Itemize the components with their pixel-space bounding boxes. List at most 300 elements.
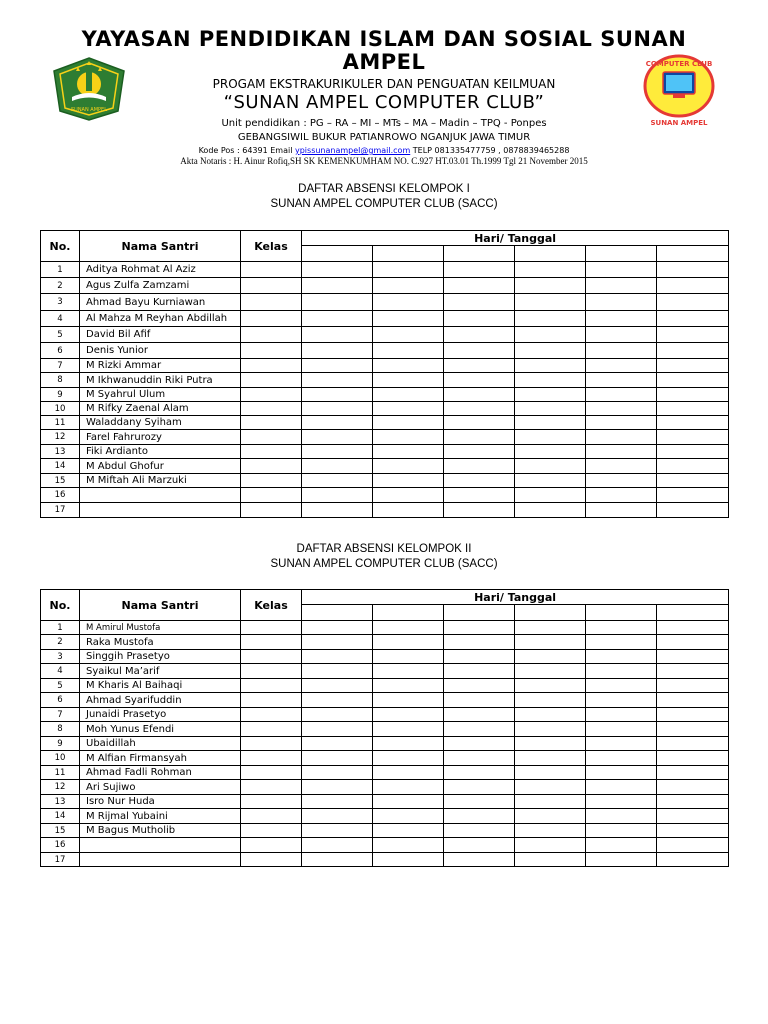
student-name: David Bil Afif	[80, 327, 241, 343]
attendance-cell	[302, 459, 373, 474]
attendance-cell	[515, 311, 586, 327]
row-number: 4	[41, 311, 80, 327]
attendance-cell	[515, 766, 586, 780]
foundation-logo	[52, 57, 126, 121]
attendance-cell	[586, 388, 657, 402]
attendance-cell	[444, 737, 515, 751]
attendance-cell	[302, 780, 373, 795]
table-row	[41, 795, 729, 809]
attendance-cell	[586, 327, 657, 343]
attendance-cell	[586, 693, 657, 708]
student-name: Ahmad Fadli Rohman	[80, 766, 241, 780]
kelas-cell	[241, 402, 302, 416]
row-number: 15	[41, 474, 80, 488]
attendance-cell	[444, 388, 515, 402]
attendance-cell	[302, 766, 373, 780]
attendance-cell	[657, 402, 729, 416]
group-1-title: DAFTAR ABSENSI KELOMPOK I	[298, 183, 470, 195]
row-number: 7	[41, 359, 80, 373]
attendance-cell	[657, 373, 729, 388]
attendance-cell	[657, 311, 729, 327]
date-cell	[373, 605, 444, 621]
table-row	[41, 388, 729, 402]
student-name: Aditya Rohmat Al Aziz	[80, 262, 241, 278]
email-link[interactable]: ypissunanampel@gmail.com	[294, 146, 411, 155]
row-number: 11	[41, 766, 80, 780]
attendance-cell	[373, 621, 444, 635]
attendance-cell	[586, 488, 657, 503]
attendance-cell	[373, 503, 444, 518]
attendance-cell	[444, 430, 515, 445]
attendance-cell	[444, 766, 515, 780]
row-number: 10	[41, 402, 80, 416]
attendance-cell	[444, 445, 515, 459]
attendance-cell	[586, 838, 657, 853]
attendance-cell	[586, 737, 657, 751]
kelas-cell	[241, 503, 302, 518]
attendance-cell	[586, 621, 657, 635]
attendance-cell	[444, 262, 515, 278]
student-name: Ahmad Syarifuddin	[80, 693, 241, 708]
attendance-cell	[444, 503, 515, 518]
attendance-table-group-1	[40, 230, 729, 518]
attendance-cell	[586, 430, 657, 445]
attendance-cell	[515, 780, 586, 795]
kelas-cell	[241, 262, 302, 278]
student-name: M Abdul Ghofur	[80, 459, 241, 474]
attendance-cell	[515, 664, 586, 679]
table-row	[41, 359, 729, 373]
kelas-cell	[241, 780, 302, 795]
attendance-cell	[302, 359, 373, 373]
kelas-cell	[241, 373, 302, 388]
attendance-cell	[586, 664, 657, 679]
attendance-cell	[444, 459, 515, 474]
attendance-cell	[586, 679, 657, 693]
table-row	[41, 278, 729, 294]
kelas-cell	[241, 766, 302, 780]
attendance-cell	[657, 474, 729, 488]
attendance-cell	[586, 474, 657, 488]
attendance-cell	[444, 708, 515, 722]
table-row	[41, 430, 729, 445]
date-cell	[515, 246, 586, 262]
attendance-cell	[373, 327, 444, 343]
student-name: Isro Nur Huda	[80, 795, 241, 809]
attendance-cell	[657, 737, 729, 751]
table-row	[41, 343, 729, 359]
table-row	[41, 373, 729, 388]
right-logo-text: COMPUTER CLUB	[645, 60, 713, 68]
kelas-cell	[241, 722, 302, 737]
col-header-hari: Hari/ Tanggal	[302, 231, 729, 246]
group-1-heading	[0, 182, 768, 212]
kelas-cell	[241, 737, 302, 751]
student-name	[80, 488, 241, 503]
attendance-cell	[302, 679, 373, 693]
attendance-cell	[373, 708, 444, 722]
date-cell	[444, 605, 515, 621]
table-row	[41, 503, 729, 518]
attendance-cell	[444, 635, 515, 650]
row-number: 1	[41, 621, 80, 635]
table-row	[41, 693, 729, 708]
attendance-cell	[515, 635, 586, 650]
attendance-cell	[302, 503, 373, 518]
attendance-cell	[515, 708, 586, 722]
row-number: 1	[41, 262, 80, 278]
student-name: M Rijmal Yubaini	[80, 809, 241, 824]
table-row	[41, 294, 729, 311]
table-row	[41, 737, 729, 751]
attendance-cell	[302, 416, 373, 430]
row-number: 14	[41, 809, 80, 824]
attendance-cell	[586, 343, 657, 359]
attendance-cell	[302, 388, 373, 402]
attendance-cell	[373, 359, 444, 373]
attendance-cell	[657, 838, 729, 853]
attendance-table-group-2	[40, 589, 729, 867]
attendance-cell	[302, 278, 373, 294]
attendance-cell	[302, 621, 373, 635]
attendance-cell	[515, 824, 586, 838]
row-number: 12	[41, 430, 80, 445]
kelas-cell	[241, 635, 302, 650]
table-row	[41, 751, 729, 766]
kelas-cell	[241, 416, 302, 430]
attendance-cell	[657, 416, 729, 430]
attendance-cell	[373, 838, 444, 853]
attendance-cell	[657, 359, 729, 373]
attendance-cell	[444, 824, 515, 838]
attendance-cell	[373, 278, 444, 294]
attendance-cell	[515, 359, 586, 373]
attendance-cell	[302, 343, 373, 359]
date-cell	[373, 246, 444, 262]
student-name: M Alfian Firmansyah	[80, 751, 241, 766]
attendance-cell	[515, 402, 586, 416]
attendance-cell	[657, 824, 729, 838]
attendance-cell	[302, 737, 373, 751]
attendance-cell	[373, 262, 444, 278]
date-cell	[586, 246, 657, 262]
attendance-cell	[373, 824, 444, 838]
attendance-cell	[515, 388, 586, 402]
table-row	[41, 679, 729, 693]
attendance-cell	[373, 388, 444, 402]
table-row	[41, 722, 729, 737]
attendance-cell	[586, 795, 657, 809]
student-name: Syaikul Ma’arif	[80, 664, 241, 679]
attendance-cell	[586, 809, 657, 824]
row-number: 2	[41, 635, 80, 650]
student-name: Ubaidillah	[80, 737, 241, 751]
group-2-subtitle: SUNAN AMPEL COMPUTER CLUB (SACC)	[270, 558, 498, 570]
attendance-cell	[586, 373, 657, 388]
attendance-cell	[515, 445, 586, 459]
contact-line	[0, 146, 768, 155]
attendance-cell	[373, 795, 444, 809]
attendance-cell	[657, 343, 729, 359]
kelas-cell	[241, 343, 302, 359]
row-number: 7	[41, 708, 80, 722]
attendance-cell	[373, 722, 444, 737]
date-cell	[302, 246, 373, 262]
attendance-cell	[444, 795, 515, 809]
attendance-cell	[444, 780, 515, 795]
attendance-cell	[657, 679, 729, 693]
attendance-cell	[373, 459, 444, 474]
table-row	[41, 824, 729, 838]
attendance-cell	[657, 430, 729, 445]
attendance-cell	[302, 824, 373, 838]
attendance-cell	[302, 650, 373, 664]
col-header-no: No.	[41, 590, 80, 621]
attendance-cell	[586, 402, 657, 416]
attendance-cell	[444, 722, 515, 737]
kelas-cell	[241, 278, 302, 294]
attendance-cell	[586, 722, 657, 737]
attendance-cell	[373, 693, 444, 708]
attendance-cell	[515, 327, 586, 343]
attendance-cell	[302, 402, 373, 416]
attendance-cell	[373, 780, 444, 795]
table-row	[41, 416, 729, 430]
row-number: 6	[41, 693, 80, 708]
attendance-cell	[515, 838, 586, 853]
attendance-cell	[373, 635, 444, 650]
attendance-cell	[586, 635, 657, 650]
attendance-cell	[657, 445, 729, 459]
student-name: Ari Sujiwo	[80, 780, 241, 795]
attendance-cell	[586, 359, 657, 373]
student-name: Denis Yunior	[80, 343, 241, 359]
attendance-cell	[444, 751, 515, 766]
attendance-cell	[586, 278, 657, 294]
student-name: M Ikhwanuddin Riki Putra	[80, 373, 241, 388]
attendance-cell	[302, 795, 373, 809]
kelas-cell	[241, 650, 302, 664]
attendance-cell	[657, 278, 729, 294]
org-title: YAYASAN PENDIDIKAN ISLAM DAN SOSIAL SUNAN AMPEL	[81, 27, 687, 74]
table-row	[41, 621, 729, 635]
student-name: Agus Zulfa Zamzami	[80, 278, 241, 294]
attendance-cell	[515, 679, 586, 693]
group-1-subtitle: SUNAN AMPEL COMPUTER CLUB (SACC)	[270, 198, 498, 210]
student-name: Singgih Prasetyo	[80, 650, 241, 664]
kelas-cell	[241, 445, 302, 459]
student-name: Farel Fahrurozy	[80, 430, 241, 445]
attendance-cell	[373, 474, 444, 488]
attendance-cell	[515, 853, 586, 867]
attendance-cell	[657, 766, 729, 780]
student-name: Junaidi Prasetyo	[80, 708, 241, 722]
table-row	[41, 708, 729, 722]
student-name	[80, 503, 241, 518]
attendance-cell	[373, 445, 444, 459]
attendance-cell	[302, 809, 373, 824]
attendance-cell	[586, 708, 657, 722]
attendance-cell	[657, 262, 729, 278]
kelas-cell	[241, 751, 302, 766]
attendance-cell	[515, 459, 586, 474]
attendance-cell	[586, 294, 657, 311]
student-name	[80, 838, 241, 853]
student-name	[80, 853, 241, 867]
table-row	[41, 650, 729, 664]
attendance-cell	[444, 488, 515, 503]
club-name: “SUNAN AMPEL COMPUTER CLUB”	[223, 92, 545, 113]
kelas-cell	[241, 388, 302, 402]
attendance-cell	[444, 278, 515, 294]
student-name: Fiki Ardianto	[80, 445, 241, 459]
contact-prefix: Kode Pos : 64391 Email	[198, 146, 295, 155]
kelas-cell	[241, 708, 302, 722]
row-number: 17	[41, 503, 80, 518]
attendance-cell	[302, 488, 373, 503]
kelas-cell	[241, 795, 302, 809]
col-header-hari: Hari/ Tanggal	[302, 590, 729, 605]
attendance-cell	[515, 294, 586, 311]
row-number: 3	[41, 650, 80, 664]
units-line: Unit pendidikan : PG – RA – MI – MTs – MA – Madin – TPQ - Ponpes	[221, 118, 547, 129]
attendance-cell	[302, 311, 373, 327]
attendance-cell	[373, 737, 444, 751]
attendance-cell	[515, 474, 586, 488]
attendance-cell	[444, 373, 515, 388]
attendance-cell	[444, 359, 515, 373]
attendance-cell	[657, 795, 729, 809]
attendance-cell	[444, 327, 515, 343]
attendance-cell	[515, 693, 586, 708]
attendance-cell	[657, 708, 729, 722]
kelas-cell	[241, 459, 302, 474]
attendance-cell	[373, 488, 444, 503]
student-name: M Rizki Ammar	[80, 359, 241, 373]
notary-line: Akta Notaris : H. Ainur Rofiq,SH SK KEMENKUMHAM NO. C.927 HT.03.01 Th.1999 Tgl 21 November 2015	[180, 156, 588, 166]
attendance-cell	[444, 402, 515, 416]
attendance-cell	[444, 343, 515, 359]
row-number: 13	[41, 795, 80, 809]
row-number: 9	[41, 737, 80, 751]
attendance-cell	[302, 262, 373, 278]
attendance-cell	[302, 693, 373, 708]
table-row	[41, 459, 729, 474]
student-name: M Bagus Mutholib	[80, 824, 241, 838]
table-row	[41, 780, 729, 795]
date-cell	[302, 605, 373, 621]
attendance-cell	[586, 503, 657, 518]
row-number: 17	[41, 853, 80, 867]
date-cell	[657, 605, 729, 621]
row-number: 11	[41, 416, 80, 430]
attendance-cell	[302, 751, 373, 766]
attendance-cell	[586, 416, 657, 430]
row-number: 8	[41, 722, 80, 737]
table-row	[41, 809, 729, 824]
attendance-cell	[373, 679, 444, 693]
attendance-cell	[657, 503, 729, 518]
program-line: PROGAM EKSTRAKURIKULER DAN PENGUATAN KEILMUAN	[212, 77, 556, 91]
attendance-cell	[444, 679, 515, 693]
attendance-cell	[444, 838, 515, 853]
attendance-cell	[515, 278, 586, 294]
attendance-cell	[373, 373, 444, 388]
attendance-cell	[657, 459, 729, 474]
attendance-cell	[586, 853, 657, 867]
attendance-cell	[515, 373, 586, 388]
student-name: Al Mahza M Reyhan Abdillah	[80, 311, 241, 327]
attendance-cell	[373, 766, 444, 780]
col-header-nama: Nama Santri	[80, 231, 241, 262]
left-logo-text: SUNAN AMPEL	[70, 107, 108, 113]
date-cell	[444, 246, 515, 262]
group-2-heading	[0, 542, 768, 572]
attendance-cell	[586, 751, 657, 766]
table-row	[41, 766, 729, 780]
computer-club-logo	[638, 52, 720, 128]
row-number: 5	[41, 327, 80, 343]
kelas-cell	[241, 294, 302, 311]
attendance-cell	[444, 809, 515, 824]
row-number: 16	[41, 488, 80, 503]
kelas-cell	[241, 327, 302, 343]
attendance-cell	[515, 262, 586, 278]
student-name: Raka Mustofa	[80, 635, 241, 650]
table-row	[41, 474, 729, 488]
student-name: M Kharis Al Baihaqi	[80, 679, 241, 693]
attendance-cell	[373, 430, 444, 445]
attendance-cell	[373, 311, 444, 327]
attendance-cell	[302, 635, 373, 650]
address-line: GEBANGSIWIL BUKUR PATIANROWO NGANJUK JAWA TIMUR	[237, 132, 531, 143]
attendance-cell	[515, 503, 586, 518]
kelas-cell	[241, 311, 302, 327]
attendance-cell	[515, 343, 586, 359]
attendance-cell	[657, 780, 729, 795]
attendance-cell	[657, 488, 729, 503]
attendance-cell	[586, 459, 657, 474]
attendance-cell	[586, 445, 657, 459]
student-name: M Rifky Zaenal Alam	[80, 402, 241, 416]
attendance-cell	[373, 402, 444, 416]
kelas-cell	[241, 621, 302, 635]
kelas-cell	[241, 488, 302, 503]
kelas-cell	[241, 359, 302, 373]
attendance-cell	[515, 488, 586, 503]
attendance-cell	[657, 693, 729, 708]
table-row	[41, 488, 729, 503]
attendance-cell	[302, 664, 373, 679]
date-cell	[586, 605, 657, 621]
attendance-cell	[302, 373, 373, 388]
attendance-cell	[657, 751, 729, 766]
table-row	[41, 635, 729, 650]
kelas-cell	[241, 838, 302, 853]
attendance-cell	[373, 751, 444, 766]
attendance-cell	[657, 722, 729, 737]
attendance-cell	[444, 416, 515, 430]
attendance-cell	[302, 838, 373, 853]
attendance-cell	[302, 327, 373, 343]
attendance-cell	[657, 650, 729, 664]
attendance-cell	[586, 311, 657, 327]
attendance-cell	[586, 262, 657, 278]
date-cell	[515, 605, 586, 621]
row-number: 6	[41, 343, 80, 359]
col-header-kelas: Kelas	[241, 231, 302, 262]
attendance-cell	[657, 327, 729, 343]
